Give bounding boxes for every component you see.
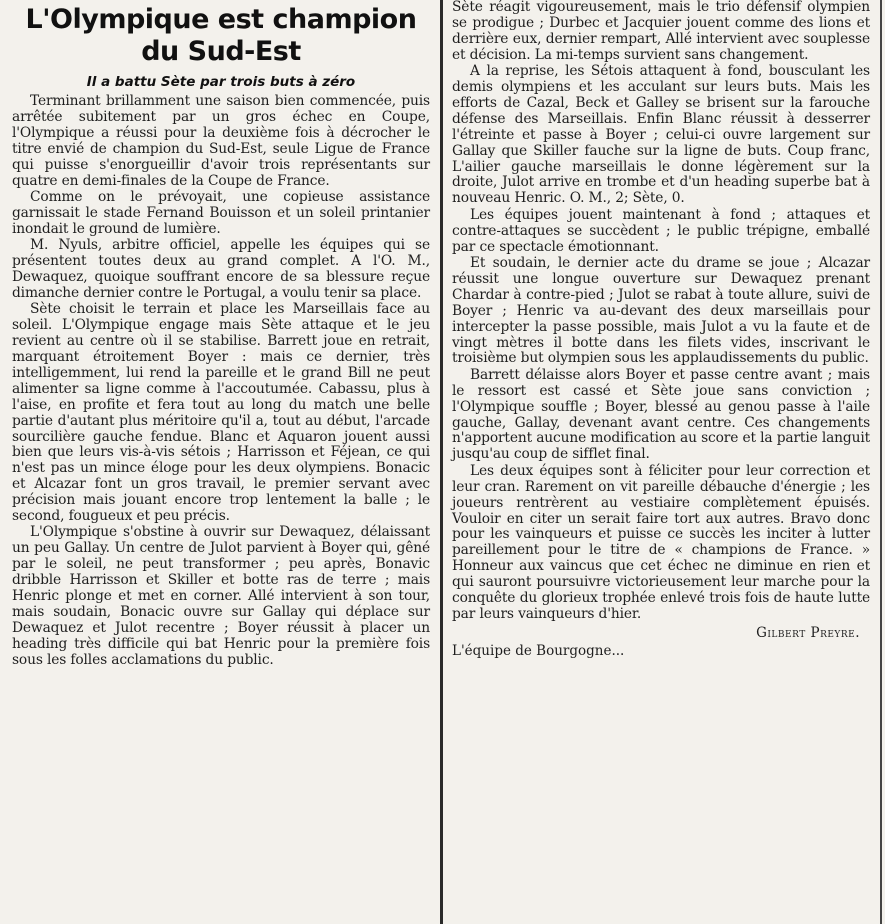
article-paragraph: M. Nyuls, arbitre officiel, appelle les équipes qui se présentent toutes deux au grand complet. A l'O. M., Dewaquez, quoique souffrant encore de sa blessure reçue dimanche dernier contre le Portugal, a voulu tenir sa place. [12,237,430,301]
article-paragraph: Barrett délaisse alors Boyer et passe centre avant ; mais le ressort est cassé et Sète joue sans conviction ; l'Olympique souffle ; Boyer, blessé au genou passe à l'aile gauche, Gallay, devenant avant centre. Ces changements n'apportent aucune modification au score et la partie languit jusqu'au coup de sifflet final. [452,366,870,463]
next-article-fragment: L'équipe de Bourgogne... [452,642,625,659]
article-paragraph: Sète réagit vigoureusement, mais le trio défensif olympien se prodigue ; Durbec et Jacquier jouent comme des lions et derrière eux, dernier rempart, Allé intervient avec souplesse et décision. La mi-temps survient sans changement. [452,0,870,63]
article-paragraph: Les équipes jouent maintenant à fond ; attaques et contre-attaques se succèdent ; le public trépigne, emballé par ce spectacle émotionnant. [452,206,870,255]
article-paragraph: Comme on le prévoyait, une copieuse assistance garnissait le stade Fernand Bouisson et un soleil printanier inondait le ground de lumière. [12,188,430,237]
right-column [444,0,880,924]
left-column [0,0,440,924]
article-paragraph: Terminant brillamment une saison bien commencée, puis arrêtée subitement par un gros échec en Coupe, l'Olympique a réussi pour la deuxième fois à décrocher le titre envié de champion du Sud-Est, seule Ligue de France qui puisse s'enorgueillir d'avoir trois représentants sur quatre en demi-finales de la Coupe de France. [12,93,430,189]
article-headline: L'Olympique est champion du Sud-Est [25,4,417,67]
article-paragraph: Et soudain, le dernier acte du drame se joue ; Alcazar réussit une longue ouverture sur Dewaquez prenant Chardar à contre-pied ; Julot se rabat à toute allure, suivi de Boyer ; Henric va au-devant des deux marseillais pour intercepter la passe possible, mais Julot a vu la faute et de vingt mètres il botte dans les filets vides, inscrivant le troisième but olympien sous les applaudissements du public. [452,255,870,367]
article-paragraph: Les deux équipes sont à féliciter pour leur correction et leur cran. Rarement on vit pareille débauche d'énergie ; les joueurs rentrèrent au vestiaire complètement épuisés. Vouloir en citer un serait faire tort aux autres. Bravo donc pour les vainqueurs et puisse ce succès les inciter à lutter pareillement pour le titre de « champions de France. » Honneur aux vaincus que cet échec ne diminue en rien et qui sauront poursuivre victorieusement leur marche pour la conquête du glorieux trophée enlevé trois fois de haute lutte par leurs vainqueurs d'hier. [452,462,870,622]
column-divider [440,0,443,924]
author-signature: Gilbert Preyre. [756,624,860,641]
article-paragraph: Sète choisit le terrain et place les Marseillais face au soleil. L'Olympique engage mais Sète attaque et le jeu revient au centre où il se stabilise. Barrett joue en retrait, marquant étroitement Boyer : mais ce dernier, très intelligemment, lui rend la pareille et le grand Bill ne peut alimenter sa ligne comme à l'accoutumée. Cabassu, plus à l'aise, en profite et fera tout au long du match une belle partie d'autant plus méritoire qu'il a, tout au début, l'arcade sourcilière gauche fendue. Blanc et Aquaron jouent aussi bien que leurs vis-à-vis sétois ; Harrisson et Féjean, ce qui n'est pas un mince éloge pour les deux olympiens. Bonacic et Alcazar font un gros travail, le premier servant avec précision mais jouant encore trop lentement la balle ; le second, fougueux et peu précis. [12,301,430,525]
article-subheadline: Il a battu Sète par trois buts à zéro [86,74,356,90]
article-paragraph: L'Olympique s'obstine à ouvrir sur Dewaquez, délaissant un peu Gallay. Un centre de Julot parvient à Boyer qui, gêné par le soleil, ne peut transformer ; peu après, Bonavic dribble Harrisson et Skiller et botte ras de terre ; mais Henric plonge et met en corner. Allé intervient à son tour, mais soudain, Bonacic ouvre sur Gallay qui déplace sur Dewaquez et Julot recentre ; Boyer réussit à placer un heading très difficile qui bat Henric pour la première fois sous les folles acclamations du public. [12,524,430,668]
article-paragraph: A la reprise, les Sétois attaquent à fond, bousculant les demis olympiens et les acculant sur leurs buts. Mais les efforts de Cazal, Beck et Galley se brisent sur la farouche défense des Marseillais. Enfin Blanc réussit à desserrer l'étreinte et passe à Boyer ; celui-ci ouvre largement sur Gallay que Skiller fauche sur la ligne de buts. Coup franc, L'ailier gauche marseillais le donne légèrement sur la droite, Julot arrive en trombe et d'un heading superbe bat à nouveau Henric. O. M., 2; Sète, 0. [452,63,870,207]
page-edge-rule [880,0,882,924]
